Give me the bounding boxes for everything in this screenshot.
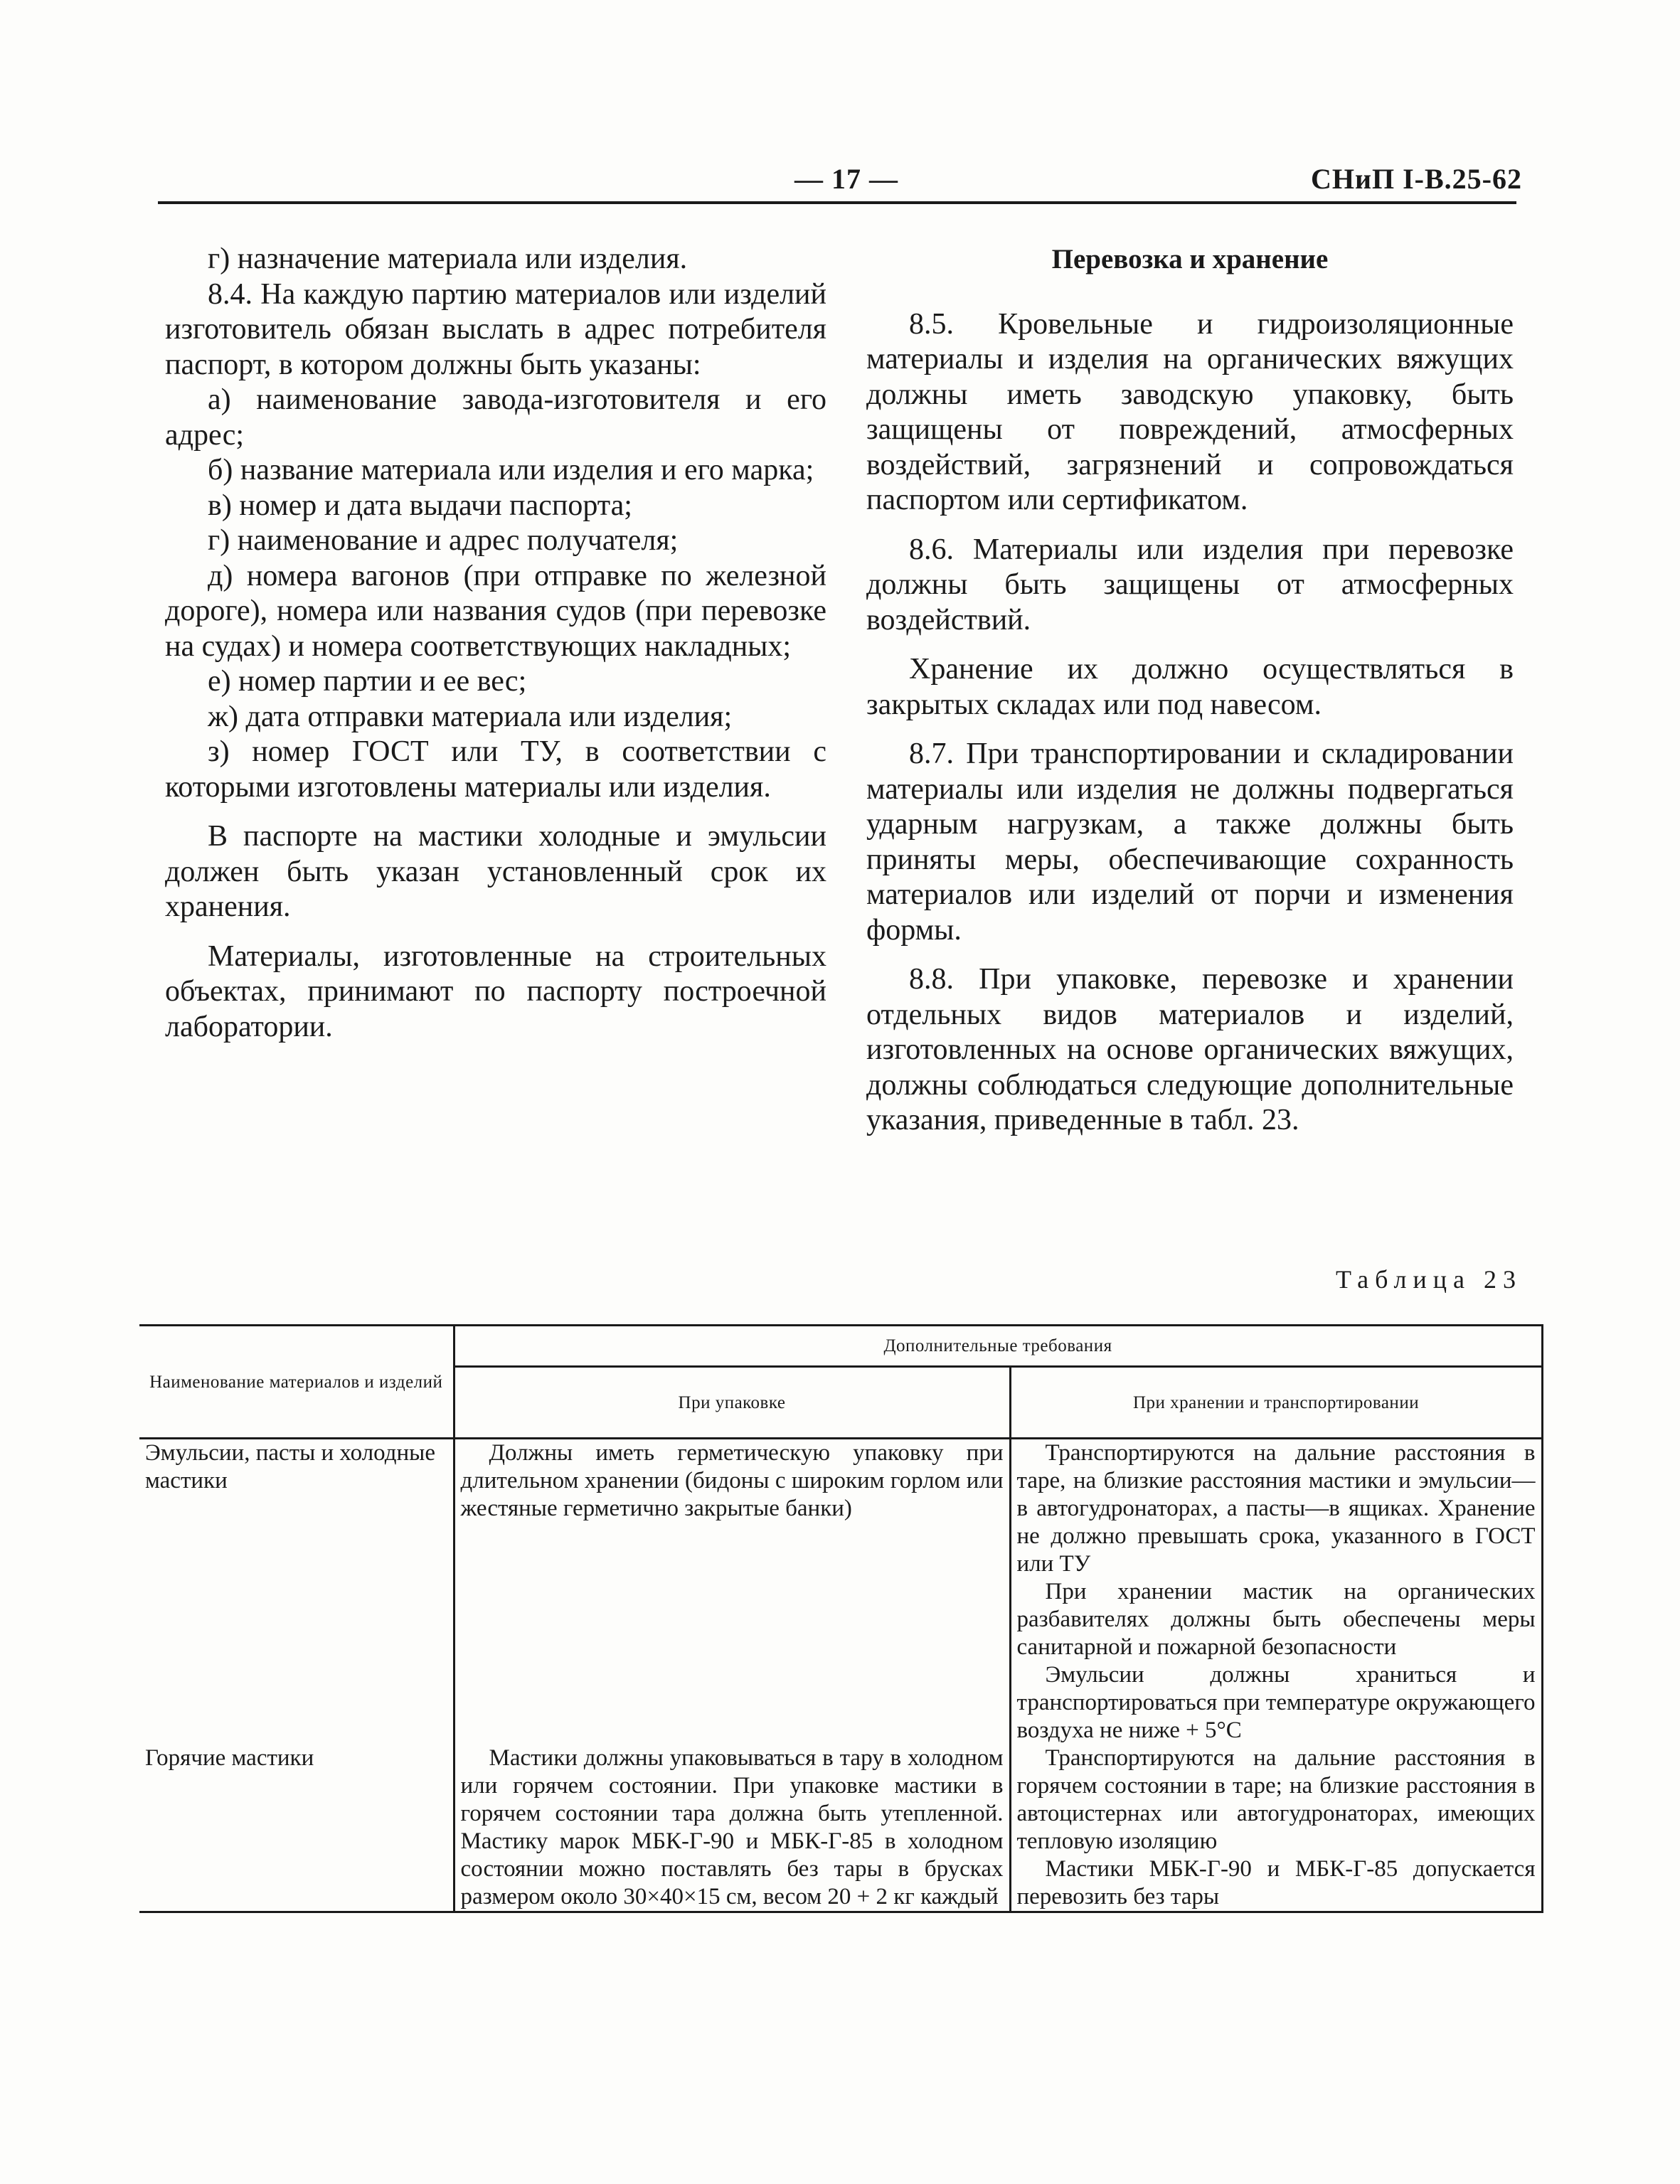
- table-cell-name: Горячие мастики: [139, 1744, 454, 1912]
- section-heading: Перевозка и хранение: [1051, 244, 1329, 275]
- table-cell-storage: [1010, 1744, 1542, 1912]
- cell-text: Транспортируются на дальние расстояния в таре, на близкие расстояния мастики и эмульсии—в автогудронаторах, а пасты—в ящиках. Хранение не должно превышать срока, указанного в ГОСТ или ТУ: [1016, 1440, 1536, 1577]
- list-item: б) название материала или изделия и его марка;: [208, 454, 814, 486]
- page-number: — 17 —: [794, 163, 898, 195]
- right-column: [866, 242, 1514, 1139]
- list-item: д) номера вагонов (при отправке по железной дороге), номера или названия судов (при перевозке на судах) и номера соответствующих накладных;: [165, 559, 826, 663]
- list-item: ж) дата отправки материала или изделия;: [208, 700, 733, 733]
- table-caption: Таблица 23: [1336, 1265, 1522, 1294]
- left-column: [165, 242, 826, 1045]
- list-item: е) номер партии и ее вес;: [208, 665, 527, 698]
- cell-text: Транспортируются на дальние расстояния в горячем состоянии в таре; на близкие расстояния в автоцистернах или автогудронаторах, имеющих тепловую изоляцию: [1016, 1745, 1536, 1854]
- column-group-header: Дополнительные требования: [454, 1326, 1542, 1367]
- paragraph: Хранение их должно осуществляться в закрытых складах или под навесом.: [866, 653, 1514, 721]
- table-row: [139, 1744, 1542, 1912]
- paragraph: 8.5. Кровельные и гидроизоляционные материалы и изделия на органических вяжущих должны иметь заводскую упаковку, быть защищены от повреждений, атмосферных воздействий, загрязнений и сопровождаться паспортом или сертификатом.: [866, 307, 1514, 516]
- paragraph: 8.4. На каждую партию материалов или изделий изготовитель обязан выслать в адрес потребителя паспорт, в котором должны быть указаны:: [165, 277, 826, 381]
- cell-text: Мастики должны упаковываться в тару в холодном или горячем состоянии. При упаковке мастики в горячем состоянии тара должна быть утепленной. Мастику марок МБК-Г-90 и МБК-Г-85 в холодном состоянии можно поставлять без тары в брусках размером около 30×40×15 см, весом 20 + 2 кг каждый: [460, 1745, 1004, 1909]
- requirements-table: [139, 1324, 1542, 1913]
- list-item: г) наименование и адрес получателя;: [208, 524, 679, 557]
- table-cell-storage: [1010, 1439, 1542, 1745]
- table-row: [139, 1439, 1542, 1745]
- table-cell-packing: [454, 1439, 1010, 1745]
- column-header-packing: При упаковке: [454, 1367, 1010, 1439]
- cell-text: Мастики МБК-Г-90 и МБК-Г-85 допускается перевозить без тары: [1016, 1856, 1536, 1909]
- document-code: СНиП I-В.25-62: [1310, 163, 1522, 195]
- paragraph: 8.7. При транспортировании и складировании материалы или изделия не должны подвергаться ударным нагрузкам, а также должны быть приняты меры, обеспечивающие сохранность материалов или изделий от порчи и изменения формы.: [866, 737, 1514, 947]
- paragraph: В паспорте на мастики холодные и эмульсии должен быть указан установленный срок их хранения.: [165, 820, 826, 923]
- column-header-name: Наименование материалов и изделий: [139, 1326, 454, 1439]
- paragraph: Материалы, изготовленные на строительных объектах, принимают по паспорту построечной лаборатории.: [165, 939, 826, 1043]
- paragraph: 8.8. При упаковке, перевозке и хранении отдельных видов материалов и изделий, изготовленных на основе органических вяжущих, должны соблюдаться следующие дополнительные указания, приведенные в табл. 23.: [866, 963, 1514, 1136]
- column-header-storage: При хранении и транспортировании: [1010, 1367, 1542, 1439]
- list-item: з) номер ГОСТ или ТУ, в соответствии с которыми изготовлены материалы или изделия.: [165, 735, 826, 804]
- paragraph: г) назначение материала или изделия.: [208, 243, 688, 275]
- table-cell-packing: [454, 1744, 1010, 1912]
- list-item: в) номер и дата выдачи паспорта;: [208, 489, 632, 522]
- cell-text: Эмульсии должны храниться и транспортироваться при температуре окружающего воздуха не ниже + 5°С: [1016, 1662, 1536, 1743]
- table-cell-name: Эмульсии, пасты и холодные мастики: [139, 1439, 454, 1745]
- paragraph: 8.6. Материалы или изделия при перевозке должны быть защищены от атмосферных воздействий.: [866, 533, 1514, 636]
- cell-text: Должны иметь герметическую упаковку при длительном хранении (бидоны с широким горлом или жестяные герметично закрытые банки): [460, 1440, 1004, 1521]
- cell-text: При хранении мастик на органических разбавителях должны быть обеспечены меры санитарной и пожарной безопасности: [1016, 1579, 1536, 1660]
- header-rule: [158, 201, 1516, 204]
- list-item: а) наименование завода-изготовителя и его адрес;: [165, 383, 826, 452]
